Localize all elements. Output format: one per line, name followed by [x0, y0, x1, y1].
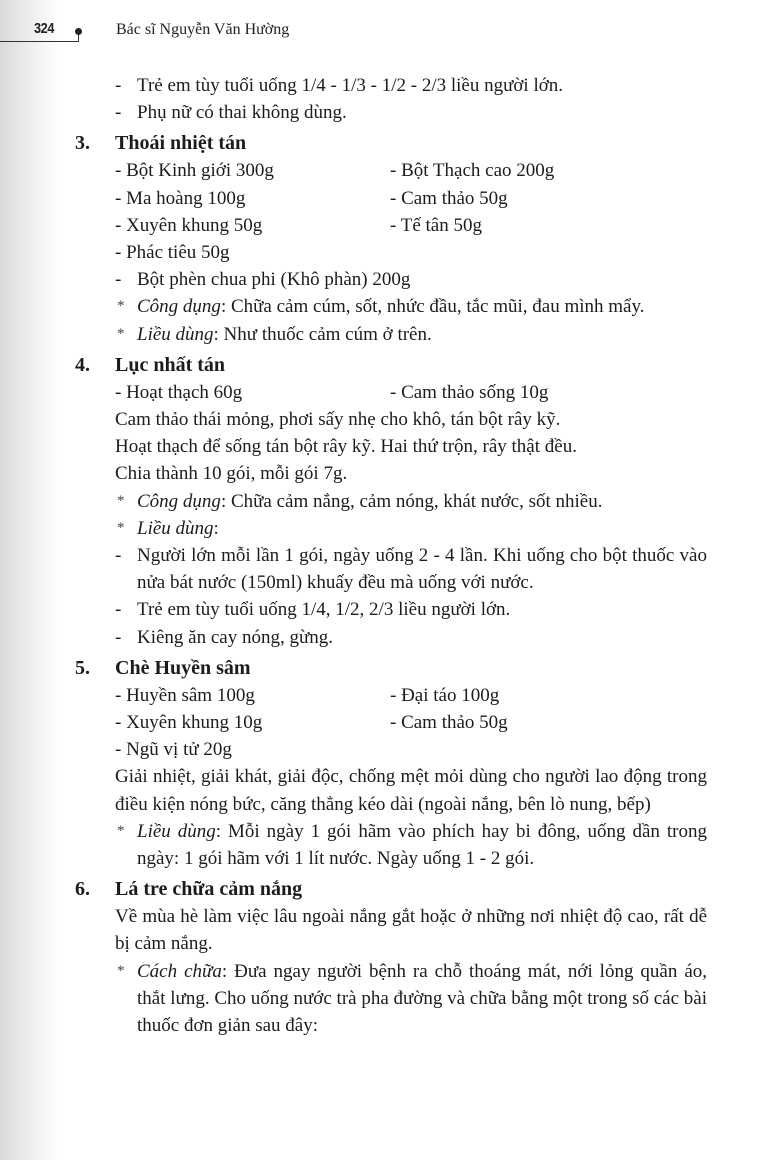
page-gutter-shadow	[0, 0, 60, 1160]
list-item: - Bột phèn chua phi (Khô phàn) 200g	[115, 269, 411, 291]
note-dosage: * Liều dùng: Như thuốc cảm cúm ở trên.	[75, 321, 707, 348]
section-heading: 6. Lá tre chữa cảm nắng	[75, 878, 303, 901]
list-item: - Phụ nữ có thai không dùng.	[115, 102, 347, 124]
note-treatment: * Cách chữa: Đưa ngay người bệnh ra chỗ thoáng mát, nới lỏng quần áo, thắt lưng. Cho uống nước trà pha đường và chữa bằng một trong số các bài thuốc đơn giản sau đây:	[75, 958, 707, 1040]
page-header	[0, 18, 764, 48]
note-usage: * Công dụng: Chữa cảm cúm, sốt, nhức đầu, tắc mũi, đau mình mẩy.	[75, 293, 707, 320]
section-heading: 5. Chè Huyền sâm	[75, 656, 251, 679]
list-item: - Trẻ em tùy tuổi uống 1/4 - 1/3 - 1/2 - 2/3 liều người lớn.	[115, 75, 564, 96]
note-dosage: * Liều dùng:	[75, 515, 707, 542]
list-item: - Kiêng ăn cay nóng, gừng.	[115, 626, 334, 648]
ingredient-row: - Phác tiêu 50g	[115, 242, 230, 264]
asterisk-icon: *	[117, 962, 125, 979]
ingredient-row: - Xuyên khung 10g - Cam thảo 50g	[115, 712, 508, 734]
section-heading: 4. Lục nhất tán	[75, 353, 226, 376]
paragraph-line: Chia thành 10 gói, mỗi gói 7g.	[115, 463, 348, 485]
asterisk-icon: *	[117, 298, 125, 315]
ingredient-row: - Huyền sâm 100g - Đại táo 100g	[115, 684, 500, 706]
list-item: - Người lớn mỗi lần 1 gói, ngày uống 2 - 4 lần. Khi uống cho bột thuốc vào nửa bát nước (150ml) khuấy đều mà uống với nước.	[115, 545, 707, 594]
ingredient-row: - Bột Kinh giới 300g - Bột Thạch cao 200g	[115, 160, 555, 182]
note-usage: * Công dụng: Chữa cảm nắng, cảm nóng, khát nước, sốt nhiều.	[75, 488, 707, 515]
paragraph-line: Hoạt thạch để sống tán bột rây kỹ. Hai thứ trộn, rây thật đều.	[115, 436, 577, 458]
asterisk-icon: *	[117, 822, 125, 839]
bullet-dot-icon	[75, 28, 82, 35]
asterisk-icon: *	[117, 325, 125, 342]
page-body	[75, 72, 707, 1039]
page-number: 324	[34, 20, 55, 37]
running-title: Bác sĩ Nguyễn Văn Hường	[116, 21, 290, 38]
paragraph: Về mùa hè làm việc lâu ngoài nắng gắt hoặc ở những nơi nhiệt độ cao, rất dễ bị cảm nắng.	[115, 906, 707, 955]
asterisk-icon: *	[117, 519, 125, 536]
header-rule	[0, 41, 79, 42]
section-heading: 3. Thoái nhiệt tán	[75, 132, 247, 155]
note-dosage: * Liều dùng: Mỗi ngày 1 gói hãm vào phích hay bi đông, uống dần trong ngày: 1 gói hãm với 1 lít nước. Ngày uống 1 - 2 gói.	[75, 818, 707, 872]
ingredient-row: - Hoạt thạch 60g - Cam thảo sống 10g	[115, 381, 549, 403]
list-item: - Trẻ em tùy tuổi uống 1/4, 1/2, 2/3 liều người lớn.	[115, 599, 511, 621]
ingredient-row: - Ma hoàng 100g - Cam thảo 50g	[115, 187, 508, 209]
ingredient-row: - Xuyên khung 50g - Tế tân 50g	[115, 214, 482, 236]
ingredient-row: - Ngũ vị tử 20g	[115, 739, 232, 761]
asterisk-icon: *	[117, 492, 125, 509]
paragraph: Giải nhiệt, giải khát, giải độc, chống mệt mỏi dùng cho người lao động trong điều kiện nóng bức, căng thẳng kéo dài (ngoài nắng, bên lò nung, bếp)	[115, 766, 707, 815]
paragraph-line: Cam thảo thái mỏng, phơi sấy nhẹ cho khô, tán bột rây kỹ.	[115, 409, 561, 431]
